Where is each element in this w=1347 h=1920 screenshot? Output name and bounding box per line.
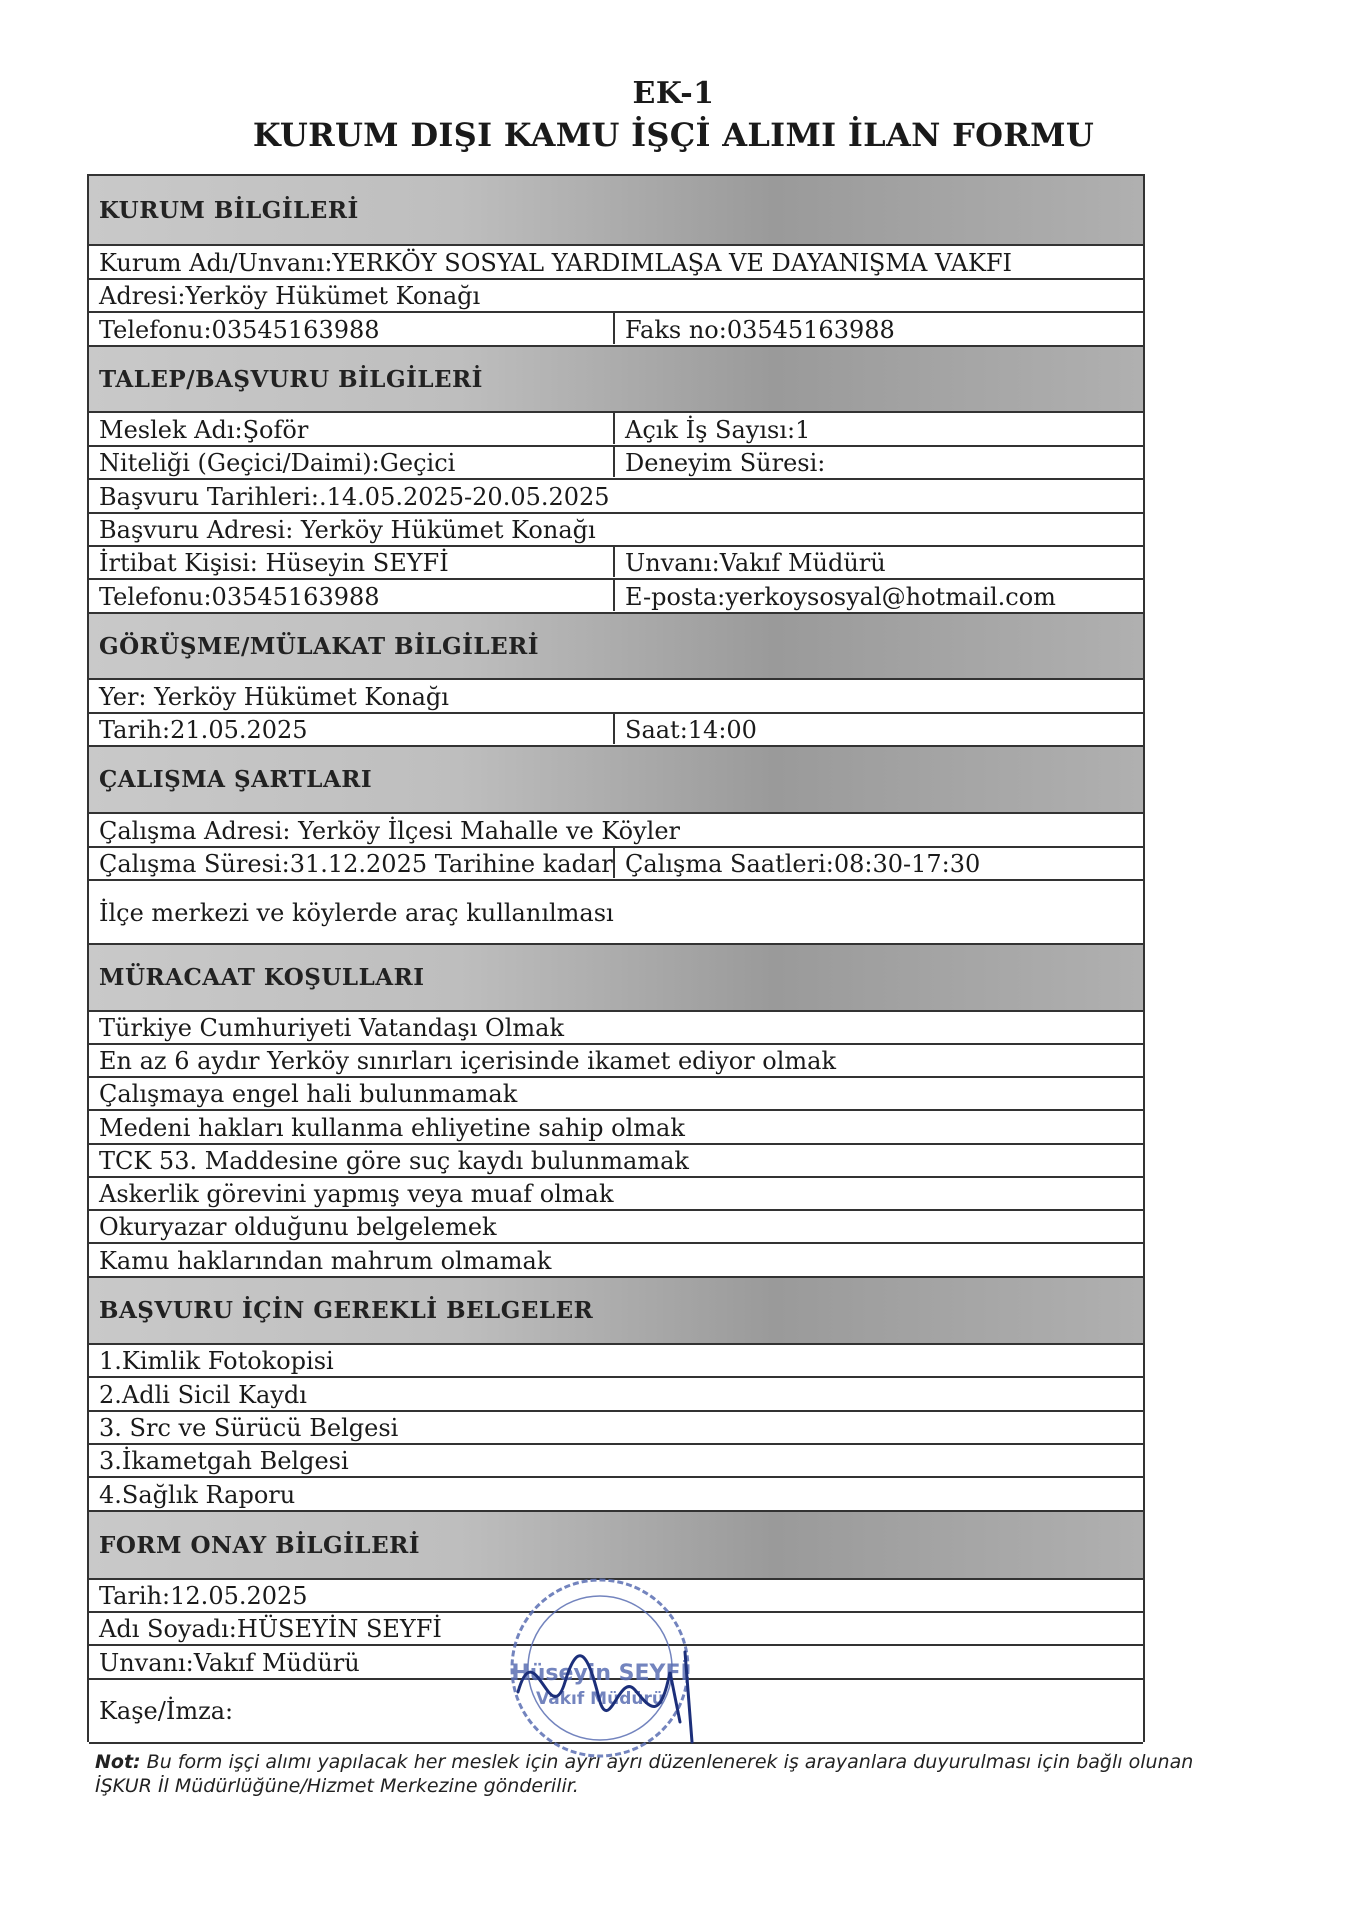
onay-adsoyad: Adı Soyadı:HÜSEYİN SEYFİ <box>99 1615 442 1643</box>
list-item <box>89 1176 1143 1209</box>
list-item <box>89 1209 1143 1242</box>
talep-telefon: Telefonu:03545163988 <box>89 580 615 611</box>
talep-adres-row <box>89 512 1143 545</box>
talep-adres: Başvuru Adresi: Yerköy Hükümet Konağı <box>99 516 596 544</box>
talep-tarihler: Başvuru Tarihleri:.14.05.2025-20.05.2025 <box>99 483 610 511</box>
list-item <box>89 1376 1143 1410</box>
calisma-adres-row <box>89 812 1143 846</box>
talep-acik-is: Açık İş Sayısı:1 <box>625 416 811 444</box>
belge-item: 2.Adli Sicil Kaydı <box>99 1381 307 1409</box>
calisma-aciklama: İlçe merkezi ve köylerde araç kullanılması <box>99 899 614 927</box>
list-item <box>89 1010 1143 1043</box>
section-belgeler-header: BAŞVURU İÇİN GEREKLİ BELGELER <box>89 1276 1143 1343</box>
talep-nitelik: Niteliği (Geçici/Daimi):Geçici <box>89 447 615 477</box>
talep-telefon-row <box>89 578 1143 612</box>
belge-item: 4.Sağlık Raporu <box>99 1481 296 1509</box>
muracaat-item: TCK 53. Maddesine göre suç kaydı bulunmamak <box>99 1147 689 1175</box>
talep-deneyim: Deneyim Süresi: <box>625 449 826 477</box>
application-form <box>87 174 1145 1742</box>
stamp-title: Vakıf Müdürü <box>536 1689 664 1709</box>
section-calisma-header: ÇALIŞMA ŞARTLARI <box>89 745 1143 812</box>
list-item <box>89 1242 1143 1276</box>
calisma-sure: Çalışma Süresi:31.12.2025 Tarihine kadar <box>89 848 615 878</box>
kurum-telefon: Telefonu:03545163988 <box>89 313 615 344</box>
calisma-adres: Çalışma Adresi: Yerköy İlçesi Mahalle ve Köyler <box>99 817 681 845</box>
official-stamp-signature <box>480 1572 720 1772</box>
kurum-adres: Adresi:Yerköy Hükümet Konağı <box>99 282 481 310</box>
muracaat-item: Çalışmaya engel hali bulunmamak <box>99 1080 518 1108</box>
section-talep-header: TALEP/BAŞVURU BİLGİLERİ <box>89 345 1143 411</box>
talep-meslek: Meslek Adı:Şoför <box>89 413 615 444</box>
belge-item: 1.Kimlik Fotokopisi <box>99 1347 334 1375</box>
footnote <box>95 1750 1215 1798</box>
gorusme-saat: Saat:14:00 <box>625 716 757 744</box>
muracaat-item: Kamu haklarından mahrum olmamak <box>99 1247 552 1275</box>
muracaat-item: Okuryazar olduğunu belgelemek <box>99 1213 497 1241</box>
gorusme-yer: Yer: Yerköy Hükümet Konağı <box>99 683 449 711</box>
gorusme-yer-row <box>89 678 1143 712</box>
calisma-saatler: Çalışma Saatleri:08:30-17:30 <box>625 850 981 878</box>
kurum-telefon-row <box>89 311 1143 345</box>
muracaat-item: En az 6 aydır Yerköy sınırları içerisinde ikamet ediyor olmak <box>99 1047 837 1075</box>
muracaat-item: Medeni hakları kullanma ehliyetine sahip olmak <box>99 1114 685 1142</box>
kurum-adres-row <box>89 278 1143 311</box>
list-item <box>89 1143 1143 1176</box>
onay-kase: Kaşe/İmza: <box>99 1696 234 1725</box>
gorusme-tarih: Tarih:21.05.2025 <box>89 714 615 744</box>
talep-irtibat: İrtibat Kişisi: Hüseyin SEYFİ <box>89 547 615 577</box>
list-item <box>89 1476 1143 1510</box>
list-item <box>89 1410 1143 1443</box>
section-onay-header: FORM ONAY BİLGİLERİ <box>89 1510 1143 1578</box>
footnote-text: Bu form işçi alımı yapılacak her meslek için ayrı ayrı düzenlenerek iş arayanlara duyurulması için bağlı olunan İŞKUR İl Müdürlüğüne/Hizmet Merkezine gönderilir. <box>95 1751 1194 1797</box>
talep-tarihler-row <box>89 478 1143 512</box>
talep-eposta: E-posta:yerkoysosyal@hotmail.com <box>625 583 1056 611</box>
belge-item: 3. Src ve Sürücü Belgesi <box>99 1414 399 1442</box>
talep-unvan: Unvanı:Vakıf Müdürü <box>625 549 886 577</box>
talep-nitelik-row <box>89 445 1143 478</box>
muracaat-item: Türkiye Cumhuriyeti Vatandaşı Olmak <box>99 1014 564 1042</box>
belge-item: 3.İkametgah Belgesi <box>99 1447 349 1475</box>
page-title: KURUM DIŞI KAMU İŞÇİ ALIMI İLAN FORMU <box>252 116 1095 154</box>
calisma-sure-row <box>89 846 1143 879</box>
onay-tarih: Tarih:12.05.2025 <box>99 1582 308 1610</box>
muracaat-item: Askerlik görevini yapmış veya muaf olmak <box>99 1180 614 1208</box>
list-item <box>89 1443 1143 1476</box>
list-item <box>89 1076 1143 1109</box>
section-kurum-header: KURUM BİLGİLERİ <box>89 176 1143 244</box>
section-gorusme-header: GÖRÜŞME/MÜLAKAT BİLGİLERİ <box>89 612 1143 678</box>
list-item <box>89 1043 1143 1076</box>
onay-unvan: Unvanı:Vakıf Müdürü <box>99 1649 360 1677</box>
page-label: EK-1 <box>632 76 715 111</box>
kurum-faks: Faks no:03545163988 <box>625 316 895 344</box>
section-muracaat-header: MÜRACAAT KOŞULLARI <box>89 943 1143 1010</box>
talep-meslek-row <box>89 411 1143 445</box>
kurum-ad-row <box>89 244 1143 278</box>
footnote-label: Not: <box>95 1751 141 1773</box>
gorusme-tarih-row <box>89 712 1143 745</box>
list-item <box>89 1109 1143 1143</box>
calisma-aciklama-row <box>89 879 1143 943</box>
kurum-ad: Kurum Adı/Unvanı:YERKÖY SOSYAL YARDIMLAŞA VE DAYANIŞMA VAKFI <box>99 249 1013 277</box>
stamp-name: Hüseyin SEYFİ <box>511 1661 689 1686</box>
talep-irtibat-row <box>89 545 1143 578</box>
list-item <box>89 1343 1143 1376</box>
